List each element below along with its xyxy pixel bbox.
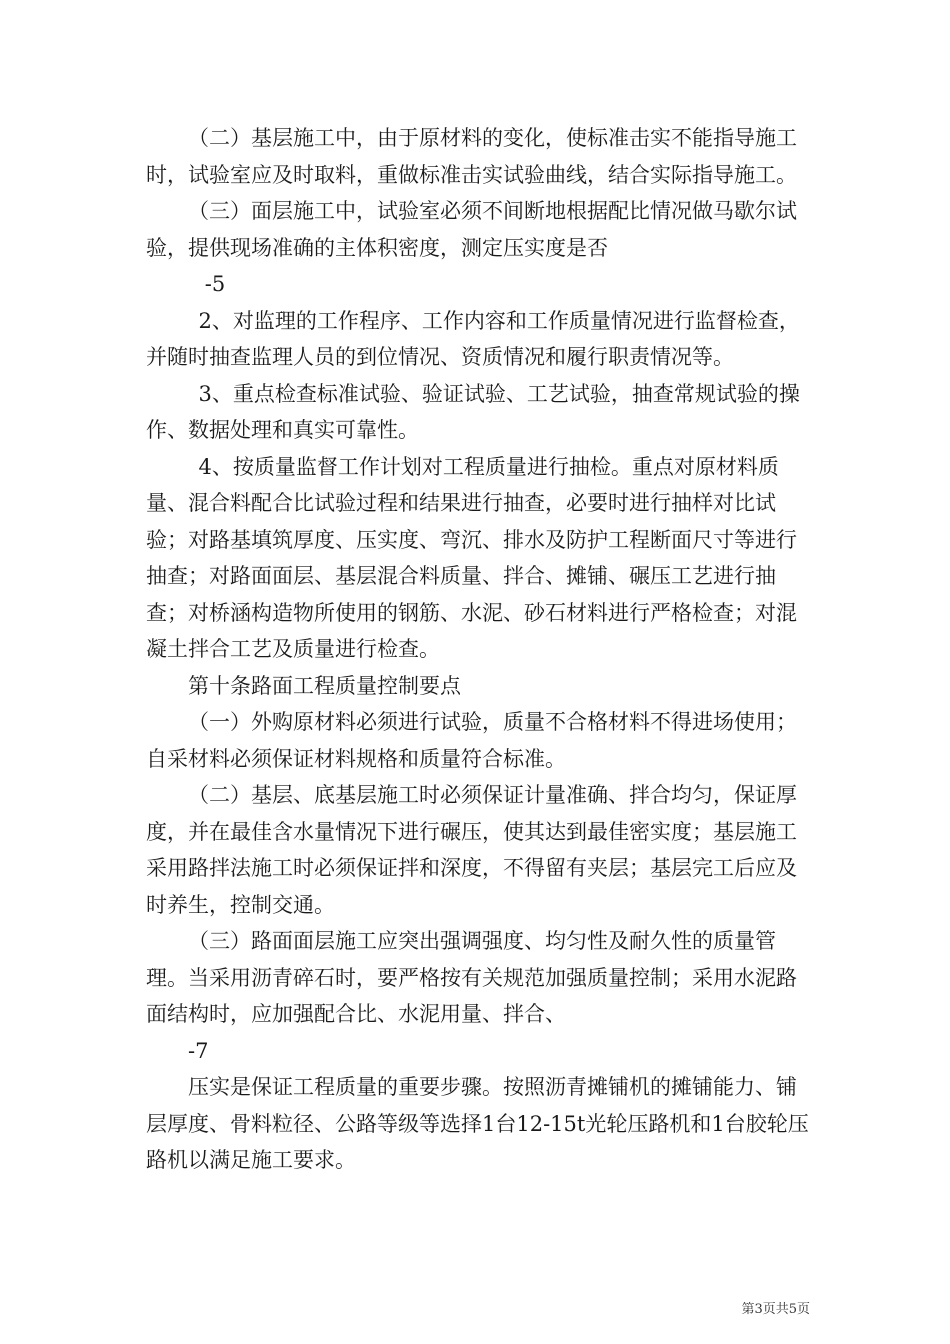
paragraph-item-2: 2、对监理的工作程序、工作内容和工作质量情况进行监督检查，并随时抽查监理人员的到位情况、资质情况和履行职责情况等。 bbox=[146, 308, 800, 369]
paragraph-base-course: （二）基层施工中，由于原材料的变化，使标准击实不能指导施工时，试验室应及时取料，重做标准击实试验曲线，结合实际指导施工。 bbox=[146, 126, 797, 187]
document-body bbox=[146, 120, 816, 1179]
paragraph-article-10-item-3: （三）路面面层施工应突出强调强度、均匀性及耐久性的质量管理。当采用沥青碎石时，要严格按有关规范加强质量控制；采用水泥路面结构时，应加强配合比、水泥用量、拌合、 bbox=[146, 929, 797, 1026]
paragraph-article-10-item-1: （一）外购原材料必须进行试验，质量不合格材料不得进场使用；自采材料必须保证材料规格和质量符合标准。 bbox=[146, 710, 797, 771]
page-marker-7: -7 bbox=[188, 1038, 209, 1063]
page-number-footer: 第3页共5页 bbox=[741, 1302, 810, 1317]
page-marker-5: -5 bbox=[204, 272, 226, 296]
paragraph-surface-course: （三）面层施工中，试验室必须不间断地根据配比情况做马歇尔试验，提供现场准确的主体积密度，测定压实度是否 bbox=[146, 199, 797, 260]
paragraph-item-4: 4、按质量监督工作计划对工程质量进行抽检。重点对原材料质量、混合料配合比试验过程和结果进行抽查，必要时进行抽样对比试验；对路基填筑厚度、压实度、弯沉、排水及防护工程断面尺寸等进行抽查；对路面面层、基层混合料质量、拌合、摊铺、碾压工艺进行抽查；对桥涵构造物所使用的钢筋、水泥、砂石材料进行严格检查；对混凝土拌合工艺及质量进行检查。 bbox=[146, 454, 797, 661]
paragraph-article-10-item-2: （二）基层、底基层施工时必须保证计量准确、拌合均匀，保证厚度，并在最佳含水量情况下进行碾压，使其达到最佳密实度；基层施工采用路拌法施工时必须保证拌和深度，不得留有夹层；基层完工后应及时养生，控制交通。 bbox=[146, 783, 797, 917]
paragraph-compaction: 压实是保证工程质量的重要步骤。按照沥青摊铺机的摊铺能力、铺层厚度、骨料粒径、公路等级等选择1台12-15t光轮压路机和1台胶轮压路机以满足施工要求。 bbox=[146, 1075, 809, 1172]
section-heading-article-10: 第十条路面工程质量控制要点 bbox=[188, 673, 461, 698]
paragraph-item-3: 3、重点检查标准试验、验证试验、工艺试验，抽查常规试验的操作、数据处理和真实可靠性。 bbox=[146, 381, 800, 442]
